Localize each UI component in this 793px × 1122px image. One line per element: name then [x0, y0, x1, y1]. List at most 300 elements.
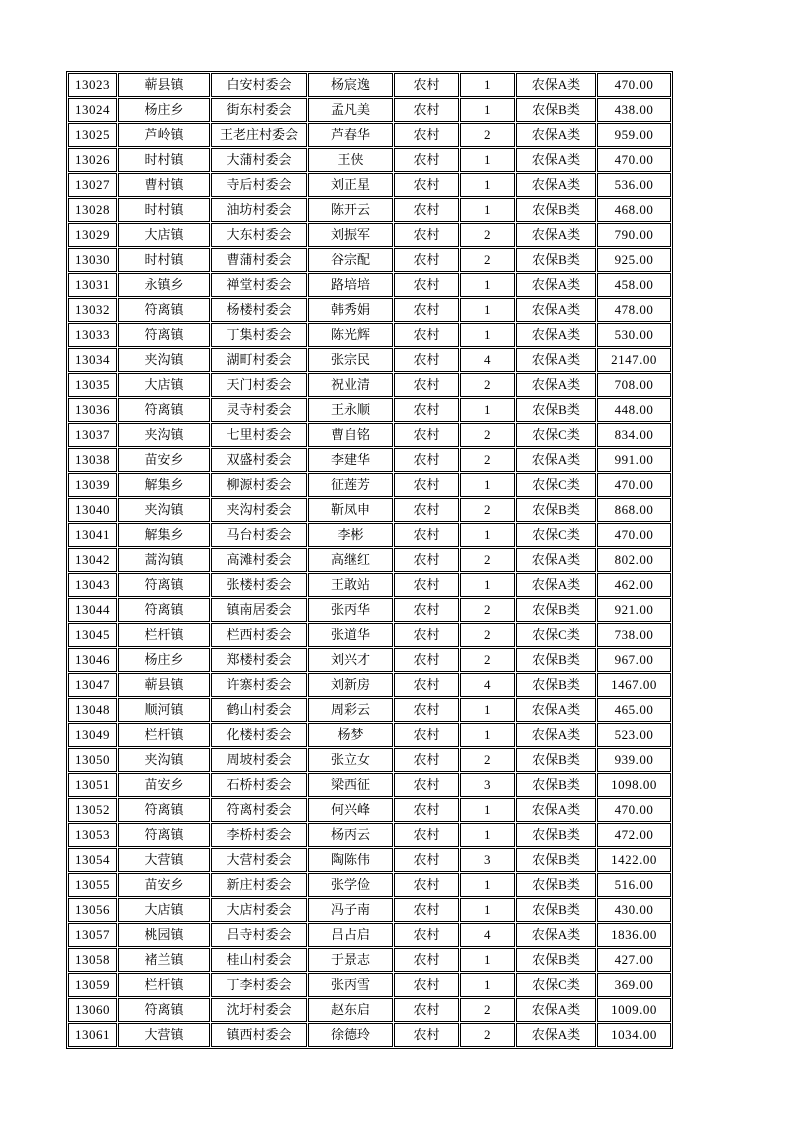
- cell-village-committee: 白安村委会: [211, 73, 307, 97]
- cell-record-id: 13060: [68, 998, 117, 1022]
- cell-insurance-category: 农保B类: [516, 198, 596, 222]
- cell-town: 大店镇: [118, 373, 210, 397]
- cell-person-count: 1: [460, 823, 515, 847]
- cell-person-count: 4: [460, 923, 515, 947]
- cell-town: 褚兰镇: [118, 948, 210, 972]
- cell-residence-type: 农村: [394, 98, 459, 122]
- cell-residence-type: 农村: [394, 798, 459, 822]
- cell-residence-type: 农村: [394, 598, 459, 622]
- cell-town: 蕲县镇: [118, 73, 210, 97]
- cell-residence-type: 农村: [394, 823, 459, 847]
- cell-village-committee: 大蒲村委会: [211, 148, 307, 172]
- cell-person-count: 1: [460, 948, 515, 972]
- cell-village-committee: 马台村委会: [211, 523, 307, 547]
- cell-insurance-category: 农保B类: [516, 748, 596, 772]
- table-row: [68, 223, 671, 247]
- cell-person-name: 吕占启: [308, 923, 393, 947]
- cell-person-name: 刘兴才: [308, 648, 393, 672]
- cell-village-committee: 沈圩村委会: [211, 998, 307, 1022]
- cell-residence-type: 农村: [394, 773, 459, 797]
- cell-town: 大营镇: [118, 848, 210, 872]
- cell-record-id: 13034: [68, 348, 117, 372]
- cell-residence-type: 农村: [394, 898, 459, 922]
- cell-record-id: 13056: [68, 898, 117, 922]
- cell-insurance-category: 农保A类: [516, 148, 596, 172]
- cell-insurance-category: 农保B类: [516, 98, 596, 122]
- cell-person-name: 李建华: [308, 448, 393, 472]
- cell-person-name: 张宗民: [308, 348, 393, 372]
- cell-village-committee: 郑楼村委会: [211, 648, 307, 672]
- cell-village-committee: 吕寺村委会: [211, 923, 307, 947]
- cell-residence-type: 农村: [394, 198, 459, 222]
- cell-village-committee: 寺后村委会: [211, 173, 307, 197]
- cell-amount: 430.00: [597, 898, 671, 922]
- cell-insurance-category: 农保B类: [516, 398, 596, 422]
- cell-insurance-category: 农保B类: [516, 873, 596, 897]
- cell-record-id: 13052: [68, 798, 117, 822]
- cell-record-id: 13051: [68, 773, 117, 797]
- cell-amount: 1836.00: [597, 923, 671, 947]
- cell-person-count: 2: [460, 223, 515, 247]
- table-row: [68, 723, 671, 747]
- cell-person-name: 张丙雪: [308, 973, 393, 997]
- table-row: [68, 348, 671, 372]
- cell-person-name: 张学俭: [308, 873, 393, 897]
- cell-person-name: 靳凤申: [308, 498, 393, 522]
- cell-village-committee: 丁集村委会: [211, 323, 307, 347]
- cell-record-id: 13035: [68, 373, 117, 397]
- cell-town: 曹村镇: [118, 173, 210, 197]
- cell-amount: 369.00: [597, 973, 671, 997]
- cell-town: 符离镇: [118, 573, 210, 597]
- cell-residence-type: 农村: [394, 73, 459, 97]
- cell-person-name: 陶陈伟: [308, 848, 393, 872]
- cell-village-committee: 丁李村委会: [211, 973, 307, 997]
- cell-record-id: 13036: [68, 398, 117, 422]
- cell-person-name: 芦春华: [308, 123, 393, 147]
- cell-town: 时村镇: [118, 198, 210, 222]
- table-row: [68, 973, 671, 997]
- cell-town: 夹沟镇: [118, 748, 210, 772]
- cell-person-name: 杨丙云: [308, 823, 393, 847]
- cell-residence-type: 农村: [394, 673, 459, 697]
- cell-insurance-category: 农保B类: [516, 673, 596, 697]
- cell-amount: 516.00: [597, 873, 671, 897]
- cell-amount: 470.00: [597, 473, 671, 497]
- cell-amount: 470.00: [597, 148, 671, 172]
- cell-amount: 1422.00: [597, 848, 671, 872]
- cell-person-name: 李彬: [308, 523, 393, 547]
- cell-person-name: 王侠: [308, 148, 393, 172]
- cell-person-name: 陈开云: [308, 198, 393, 222]
- cell-village-committee: 大营村委会: [211, 848, 307, 872]
- cell-village-committee: 许寨村委会: [211, 673, 307, 697]
- cell-amount: 967.00: [597, 648, 671, 672]
- cell-residence-type: 农村: [394, 748, 459, 772]
- cell-town: 解集乡: [118, 473, 210, 497]
- cell-person-count: 1: [460, 698, 515, 722]
- cell-village-committee: 高滩村委会: [211, 548, 307, 572]
- cell-amount: 462.00: [597, 573, 671, 597]
- cell-record-id: 13042: [68, 548, 117, 572]
- table-row: [68, 198, 671, 222]
- cell-person-count: 2: [460, 748, 515, 772]
- cell-record-id: 13057: [68, 923, 117, 947]
- cell-amount: 1467.00: [597, 673, 671, 697]
- table-row: [68, 698, 671, 722]
- cell-person-name: 王敢站: [308, 573, 393, 597]
- cell-village-committee: 栏西村委会: [211, 623, 307, 647]
- cell-person-count: 2: [460, 548, 515, 572]
- cell-record-id: 13048: [68, 698, 117, 722]
- cell-village-committee: 镇南居委会: [211, 598, 307, 622]
- cell-town: 苗安乡: [118, 448, 210, 472]
- cell-village-committee: 七里村委会: [211, 423, 307, 447]
- cell-village-committee: 桂山村委会: [211, 948, 307, 972]
- cell-town: 符离镇: [118, 598, 210, 622]
- cell-record-id: 13026: [68, 148, 117, 172]
- cell-town: 符离镇: [118, 398, 210, 422]
- cell-person-name: 于景志: [308, 948, 393, 972]
- cell-insurance-category: 农保A类: [516, 298, 596, 322]
- table-row: [68, 898, 671, 922]
- cell-village-committee: 天门村委会: [211, 373, 307, 397]
- table-row: [68, 298, 671, 322]
- cell-town: 夹沟镇: [118, 498, 210, 522]
- cell-record-id: 13053: [68, 823, 117, 847]
- cell-person-count: 1: [460, 148, 515, 172]
- cell-residence-type: 农村: [394, 323, 459, 347]
- table-row: [68, 648, 671, 672]
- cell-residence-type: 农村: [394, 523, 459, 547]
- cell-person-name: 王永顺: [308, 398, 393, 422]
- cell-residence-type: 农村: [394, 873, 459, 897]
- cell-residence-type: 农村: [394, 448, 459, 472]
- cell-amount: 438.00: [597, 98, 671, 122]
- cell-residence-type: 农村: [394, 273, 459, 297]
- cell-insurance-category: 农保A类: [516, 323, 596, 347]
- cell-insurance-category: 农保A类: [516, 1023, 596, 1047]
- cell-amount: 959.00: [597, 123, 671, 147]
- table-row: [68, 373, 671, 397]
- cell-amount: 465.00: [597, 698, 671, 722]
- cell-person-name: 梁西征: [308, 773, 393, 797]
- cell-person-name: 征莲芳: [308, 473, 393, 497]
- cell-record-id: 13033: [68, 323, 117, 347]
- cell-town: 解集乡: [118, 523, 210, 547]
- cell-insurance-category: 农保B类: [516, 498, 596, 522]
- cell-person-count: 2: [460, 498, 515, 522]
- cell-village-committee: 油坊村委会: [211, 198, 307, 222]
- cell-person-name: 张立女: [308, 748, 393, 772]
- cell-amount: 921.00: [597, 598, 671, 622]
- cell-town: 大营镇: [118, 1023, 210, 1047]
- table-row: [68, 448, 671, 472]
- cell-village-committee: 张楼村委会: [211, 573, 307, 597]
- cell-record-id: 13029: [68, 223, 117, 247]
- cell-record-id: 13040: [68, 498, 117, 522]
- cell-insurance-category: 农保A类: [516, 698, 596, 722]
- cell-amount: 472.00: [597, 823, 671, 847]
- cell-person-name: 谷宗配: [308, 248, 393, 272]
- cell-person-count: 1: [460, 273, 515, 297]
- cell-amount: 868.00: [597, 498, 671, 522]
- cell-record-id: 13054: [68, 848, 117, 872]
- cell-person-name: 杨宸逸: [308, 73, 393, 97]
- cell-village-committee: 灵寺村委会: [211, 398, 307, 422]
- cell-town: 符离镇: [118, 798, 210, 822]
- cell-town: 永镇乡: [118, 273, 210, 297]
- cell-town: 桃园镇: [118, 923, 210, 947]
- cell-person-count: 2: [460, 123, 515, 147]
- cell-person-name: 祝业清: [308, 373, 393, 397]
- cell-insurance-category: 农保A类: [516, 798, 596, 822]
- cell-amount: 478.00: [597, 298, 671, 322]
- cell-person-count: 3: [460, 773, 515, 797]
- cell-town: 符离镇: [118, 323, 210, 347]
- cell-town: 杨庄乡: [118, 648, 210, 672]
- cell-amount: 991.00: [597, 448, 671, 472]
- cell-amount: 939.00: [597, 748, 671, 772]
- cell-person-count: 1: [460, 323, 515, 347]
- cell-village-committee: 夹沟村委会: [211, 498, 307, 522]
- cell-residence-type: 农村: [394, 573, 459, 597]
- cell-record-id: 13041: [68, 523, 117, 547]
- cell-person-count: 2: [460, 998, 515, 1022]
- cell-person-name: 周彩云: [308, 698, 393, 722]
- table-row: [68, 848, 671, 872]
- cell-town: 时村镇: [118, 248, 210, 272]
- cell-insurance-category: 农保A类: [516, 998, 596, 1022]
- cell-residence-type: 农村: [394, 398, 459, 422]
- cell-residence-type: 农村: [394, 223, 459, 247]
- cell-town: 顺河镇: [118, 698, 210, 722]
- cell-record-id: 13058: [68, 948, 117, 972]
- cell-record-id: 13039: [68, 473, 117, 497]
- cell-person-name: 韩秀娟: [308, 298, 393, 322]
- cell-town: 苗安乡: [118, 773, 210, 797]
- cell-residence-type: 农村: [394, 948, 459, 972]
- cell-village-committee: 柳源村委会: [211, 473, 307, 497]
- cell-residence-type: 农村: [394, 623, 459, 647]
- cell-amount: 708.00: [597, 373, 671, 397]
- cell-record-id: 13038: [68, 448, 117, 472]
- table-row: [68, 823, 671, 847]
- cell-residence-type: 农村: [394, 248, 459, 272]
- table-row: [68, 673, 671, 697]
- cell-village-committee: 王老庄村委会: [211, 123, 307, 147]
- table-row: [68, 1023, 671, 1047]
- table-row: [68, 248, 671, 272]
- cell-residence-type: 农村: [394, 923, 459, 947]
- cell-town: 杨庄乡: [118, 98, 210, 122]
- cell-person-name: 孟凡美: [308, 98, 393, 122]
- cell-town: 蕲县镇: [118, 673, 210, 697]
- cell-town: 大店镇: [118, 223, 210, 247]
- cell-person-name: 刘新房: [308, 673, 393, 697]
- table-row: [68, 273, 671, 297]
- cell-amount: 470.00: [597, 73, 671, 97]
- table-row: [68, 123, 671, 147]
- cell-record-id: 13024: [68, 98, 117, 122]
- cell-person-name: 张道华: [308, 623, 393, 647]
- cell-record-id: 13046: [68, 648, 117, 672]
- cell-insurance-category: 农保B类: [516, 648, 596, 672]
- cell-person-count: 4: [460, 348, 515, 372]
- cell-insurance-category: 农保C类: [516, 423, 596, 447]
- cell-person-count: 1: [460, 873, 515, 897]
- cell-village-committee: 双盛村委会: [211, 448, 307, 472]
- cell-town: 夹沟镇: [118, 423, 210, 447]
- cell-record-id: 13037: [68, 423, 117, 447]
- cell-amount: 802.00: [597, 548, 671, 572]
- cell-record-id: 13055: [68, 873, 117, 897]
- cell-record-id: 13032: [68, 298, 117, 322]
- cell-person-count: 1: [460, 473, 515, 497]
- cell-record-id: 13028: [68, 198, 117, 222]
- cell-record-id: 13049: [68, 723, 117, 747]
- cell-village-committee: 大店村委会: [211, 898, 307, 922]
- cell-town: 大店镇: [118, 898, 210, 922]
- cell-town: 栏杆镇: [118, 723, 210, 747]
- table-row: [68, 98, 671, 122]
- cell-residence-type: 农村: [394, 973, 459, 997]
- cell-person-name: 赵东启: [308, 998, 393, 1022]
- table-row: [68, 798, 671, 822]
- cell-person-count: 1: [460, 173, 515, 197]
- cell-insurance-category: 农保A类: [516, 573, 596, 597]
- cell-residence-type: 农村: [394, 698, 459, 722]
- cell-residence-type: 农村: [394, 123, 459, 147]
- cell-amount: 458.00: [597, 273, 671, 297]
- cell-insurance-category: 农保B类: [516, 248, 596, 272]
- cell-record-id: 13025: [68, 123, 117, 147]
- cell-amount: 834.00: [597, 423, 671, 447]
- table-row: [68, 548, 671, 572]
- cell-residence-type: 农村: [394, 648, 459, 672]
- cell-town: 芦岭镇: [118, 123, 210, 147]
- table-row: [68, 423, 671, 447]
- cell-amount: 470.00: [597, 523, 671, 547]
- cell-person-count: 2: [460, 598, 515, 622]
- cell-town: 夹沟镇: [118, 348, 210, 372]
- cell-residence-type: 农村: [394, 298, 459, 322]
- cell-record-id: 13044: [68, 598, 117, 622]
- table-row: [68, 573, 671, 597]
- cell-amount: 468.00: [597, 198, 671, 222]
- cell-amount: 448.00: [597, 398, 671, 422]
- cell-amount: 1034.00: [597, 1023, 671, 1047]
- cell-person-count: 1: [460, 73, 515, 97]
- cell-residence-type: 农村: [394, 998, 459, 1022]
- table-row: [68, 948, 671, 972]
- cell-village-committee: 化楼村委会: [211, 723, 307, 747]
- cell-person-count: 1: [460, 98, 515, 122]
- cell-insurance-category: 农保A类: [516, 273, 596, 297]
- cell-village-committee: 湖町村委会: [211, 348, 307, 372]
- table-row: [68, 473, 671, 497]
- cell-person-count: 2: [460, 373, 515, 397]
- cell-record-id: 13047: [68, 673, 117, 697]
- cell-village-committee: 新庄村委会: [211, 873, 307, 897]
- cell-person-count: 1: [460, 898, 515, 922]
- cell-insurance-category: 农保A类: [516, 223, 596, 247]
- cell-person-count: 2: [460, 423, 515, 447]
- cell-person-count: 2: [460, 248, 515, 272]
- table-row: [68, 873, 671, 897]
- cell-residence-type: 农村: [394, 548, 459, 572]
- cell-residence-type: 农村: [394, 373, 459, 397]
- cell-amount: 1009.00: [597, 998, 671, 1022]
- table-row: [68, 323, 671, 347]
- cell-person-count: 2: [460, 448, 515, 472]
- cell-person-name: 杨梦: [308, 723, 393, 747]
- cell-village-committee: 符离村委会: [211, 798, 307, 822]
- cell-person-count: 1: [460, 723, 515, 747]
- cell-village-committee: 杨楼村委会: [211, 298, 307, 322]
- table-row: [68, 998, 671, 1022]
- cell-town: 栏杆镇: [118, 623, 210, 647]
- cell-village-committee: 鹤山村委会: [211, 698, 307, 722]
- cell-amount: 925.00: [597, 248, 671, 272]
- cell-person-count: 2: [460, 1023, 515, 1047]
- cell-amount: 738.00: [597, 623, 671, 647]
- cell-residence-type: 农村: [394, 498, 459, 522]
- cell-town: 符离镇: [118, 823, 210, 847]
- cell-insurance-category: 农保A类: [516, 548, 596, 572]
- cell-insurance-category: 农保A类: [516, 123, 596, 147]
- cell-village-committee: 曹蒲村委会: [211, 248, 307, 272]
- cell-insurance-category: 农保B类: [516, 948, 596, 972]
- cell-village-committee: 街东村委会: [211, 98, 307, 122]
- cell-person-count: 1: [460, 573, 515, 597]
- insurance-records-table: [66, 71, 673, 1049]
- cell-person-count: 2: [460, 648, 515, 672]
- cell-person-count: 4: [460, 673, 515, 697]
- cell-village-committee: 周坡村委会: [211, 748, 307, 772]
- cell-town: 栏杆镇: [118, 973, 210, 997]
- cell-residence-type: 农村: [394, 723, 459, 747]
- cell-insurance-category: 农保A类: [516, 448, 596, 472]
- cell-insurance-category: 农保C类: [516, 623, 596, 647]
- table-row: [68, 923, 671, 947]
- table-row: [68, 173, 671, 197]
- cell-person-count: 1: [460, 298, 515, 322]
- cell-town: 蒿沟镇: [118, 548, 210, 572]
- cell-residence-type: 农村: [394, 1023, 459, 1047]
- cell-town: 时村镇: [118, 148, 210, 172]
- cell-insurance-category: 农保A类: [516, 723, 596, 747]
- cell-town: 苗安乡: [118, 873, 210, 897]
- cell-record-id: 13059: [68, 973, 117, 997]
- cell-person-count: 1: [460, 973, 515, 997]
- cell-insurance-category: 农保A类: [516, 173, 596, 197]
- cell-amount: 530.00: [597, 323, 671, 347]
- cell-amount: 2147.00: [597, 348, 671, 372]
- cell-person-name: 徐德玲: [308, 1023, 393, 1047]
- cell-insurance-category: 农保B类: [516, 848, 596, 872]
- cell-person-name: 何兴峰: [308, 798, 393, 822]
- cell-person-count: 1: [460, 198, 515, 222]
- cell-village-committee: 李桥村委会: [211, 823, 307, 847]
- cell-record-id: 13050: [68, 748, 117, 772]
- cell-person-name: 曹自铭: [308, 423, 393, 447]
- table-body: [68, 73, 671, 1047]
- cell-person-name: 冯子南: [308, 898, 393, 922]
- table-row: [68, 73, 671, 97]
- cell-insurance-category: 农保A类: [516, 373, 596, 397]
- cell-amount: 790.00: [597, 223, 671, 247]
